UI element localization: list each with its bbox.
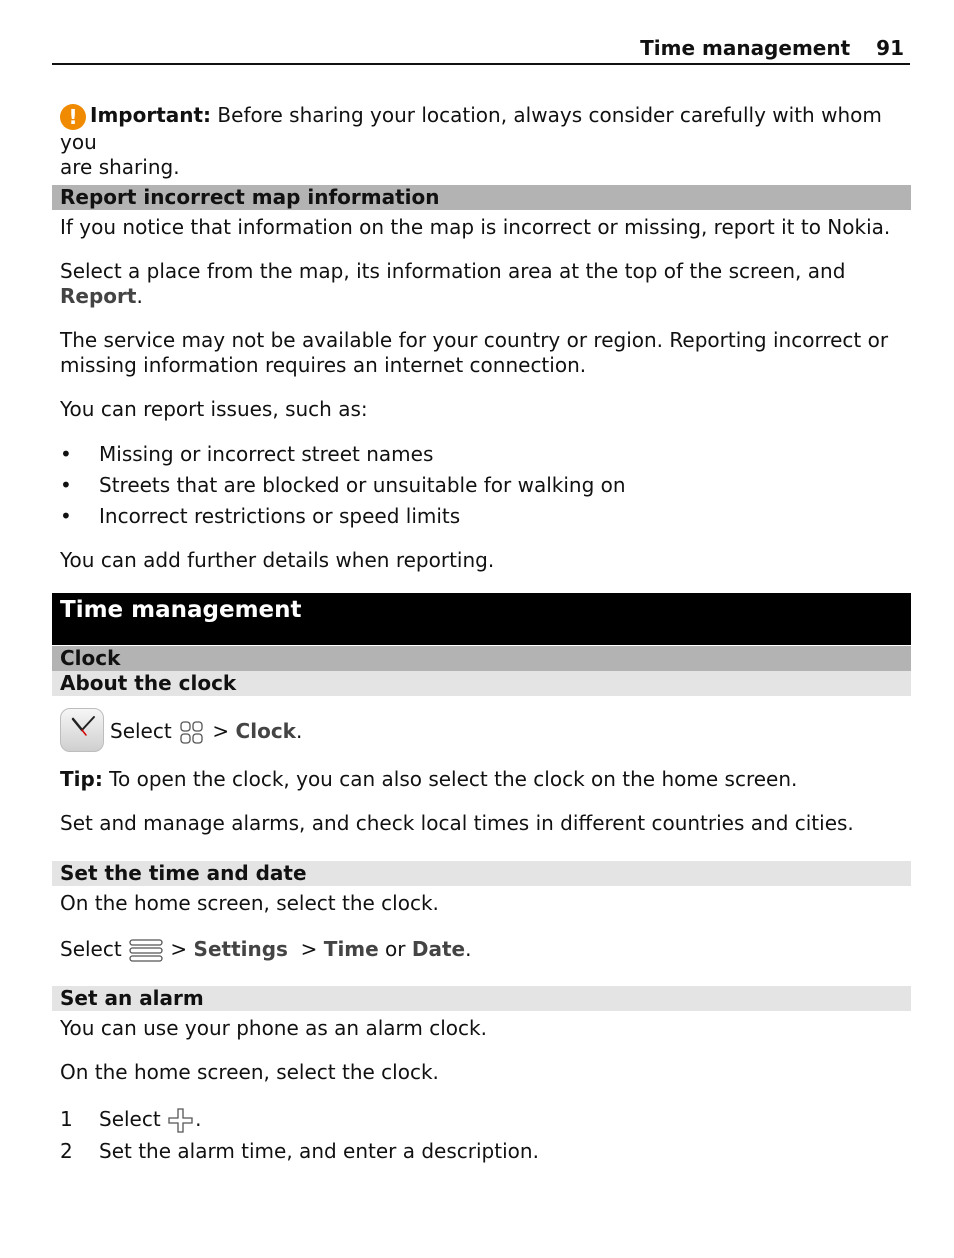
section-heading-report: Report incorrect map information: [52, 185, 911, 210]
set-time-paragraph-1: On the home screen, select the clock.: [60, 891, 439, 915]
report-p2-end: .: [136, 284, 143, 308]
or-word: or: [378, 937, 412, 961]
report-paragraph-5: You can add further details when reporting.: [60, 548, 495, 572]
warning-icon: !: [60, 104, 86, 130]
apps-menu-icon: [178, 720, 206, 746]
clock-description: Set and manage alarms, and check local times in different countries and cities.: [60, 811, 854, 835]
section-heading-set-time: Set the time and date: [52, 861, 911, 886]
step-text: Select: [99, 1107, 161, 1131]
bullet-text: Streets that are blocked or unsuitable for walking on: [99, 473, 626, 497]
section-heading-clock: Clock: [52, 646, 911, 671]
period: .: [465, 937, 472, 961]
page-number: 91: [876, 36, 904, 60]
report-paragraph-3: [60, 328, 910, 378]
bullet-text: Missing or incorrect street names: [99, 442, 434, 466]
step-text: Set the alarm time, and enter a description.: [99, 1139, 539, 1163]
menu-lines-icon: [128, 937, 164, 965]
section-heading-set-alarm: Set an alarm: [52, 986, 911, 1011]
step-number: 1: [60, 1107, 73, 1131]
tip-text: To open the clock, you can also select the clock on the home screen.: [102, 767, 798, 791]
select-word: Select: [60, 937, 122, 961]
important-text-line2: are sharing.: [60, 155, 180, 179]
report-paragraph-1: If you notice that information on the map is incorrect or missing, report it to Nokia.: [60, 215, 891, 239]
separator: >: [206, 719, 236, 743]
settings-keyword: Settings: [193, 937, 288, 961]
period: .: [295, 719, 303, 743]
list-item: [60, 442, 433, 467]
clock-keyword: Clock: [235, 719, 296, 743]
bullet-mark: •: [60, 473, 72, 497]
step-number: 2: [60, 1139, 73, 1163]
report-keyword: Report: [60, 284, 137, 308]
alarm-paragraph-2: On the home screen, select the clock.: [60, 1060, 439, 1084]
period: .: [195, 1107, 202, 1131]
tip-label: Tip:: [60, 767, 103, 791]
add-icon: [167, 1107, 195, 1135]
separator: >: [294, 937, 324, 961]
report-p2-line1: Select a place from the map, its information area at the top of the screen, and: [60, 259, 846, 283]
bullet-mark: •: [60, 442, 72, 466]
bullet-text: Incorrect restrictions or speed limits: [99, 504, 461, 528]
chapter-heading: Time management: [52, 593, 911, 645]
list-item: [60, 473, 626, 498]
important-label: Important:: [90, 103, 212, 127]
bullet-mark: •: [60, 504, 72, 528]
clock-app-icon: [60, 708, 104, 752]
clock-select-line: [60, 708, 910, 753]
important-note: [60, 103, 910, 180]
set-time-select-line: [60, 934, 910, 965]
report-p3-line1: The service may not be available for your country or region. Reporting incorrect or: [60, 328, 889, 352]
list-item: [60, 504, 460, 529]
header-title: Time management: [640, 36, 851, 60]
select-word: Select: [110, 719, 172, 743]
running-header: [52, 36, 910, 65]
date-keyword: Date: [411, 937, 466, 961]
alarm-paragraph-1: You can use your phone as an alarm clock.: [60, 1016, 487, 1040]
important-text-line1: Before sharing your location, always consider carefully with whom you: [60, 103, 882, 154]
list-item: [60, 1104, 201, 1135]
tip-paragraph: [60, 767, 910, 792]
time-keyword: Time: [323, 937, 379, 961]
report-paragraph-4: You can report issues, such as:: [60, 397, 368, 421]
report-p3-line2: missing information requires an internet connection.: [60, 353, 587, 377]
separator: >: [170, 937, 194, 961]
report-paragraph-2: [60, 259, 910, 309]
subsection-heading-about-clock: About the clock: [52, 671, 911, 696]
list-item: [60, 1139, 539, 1164]
